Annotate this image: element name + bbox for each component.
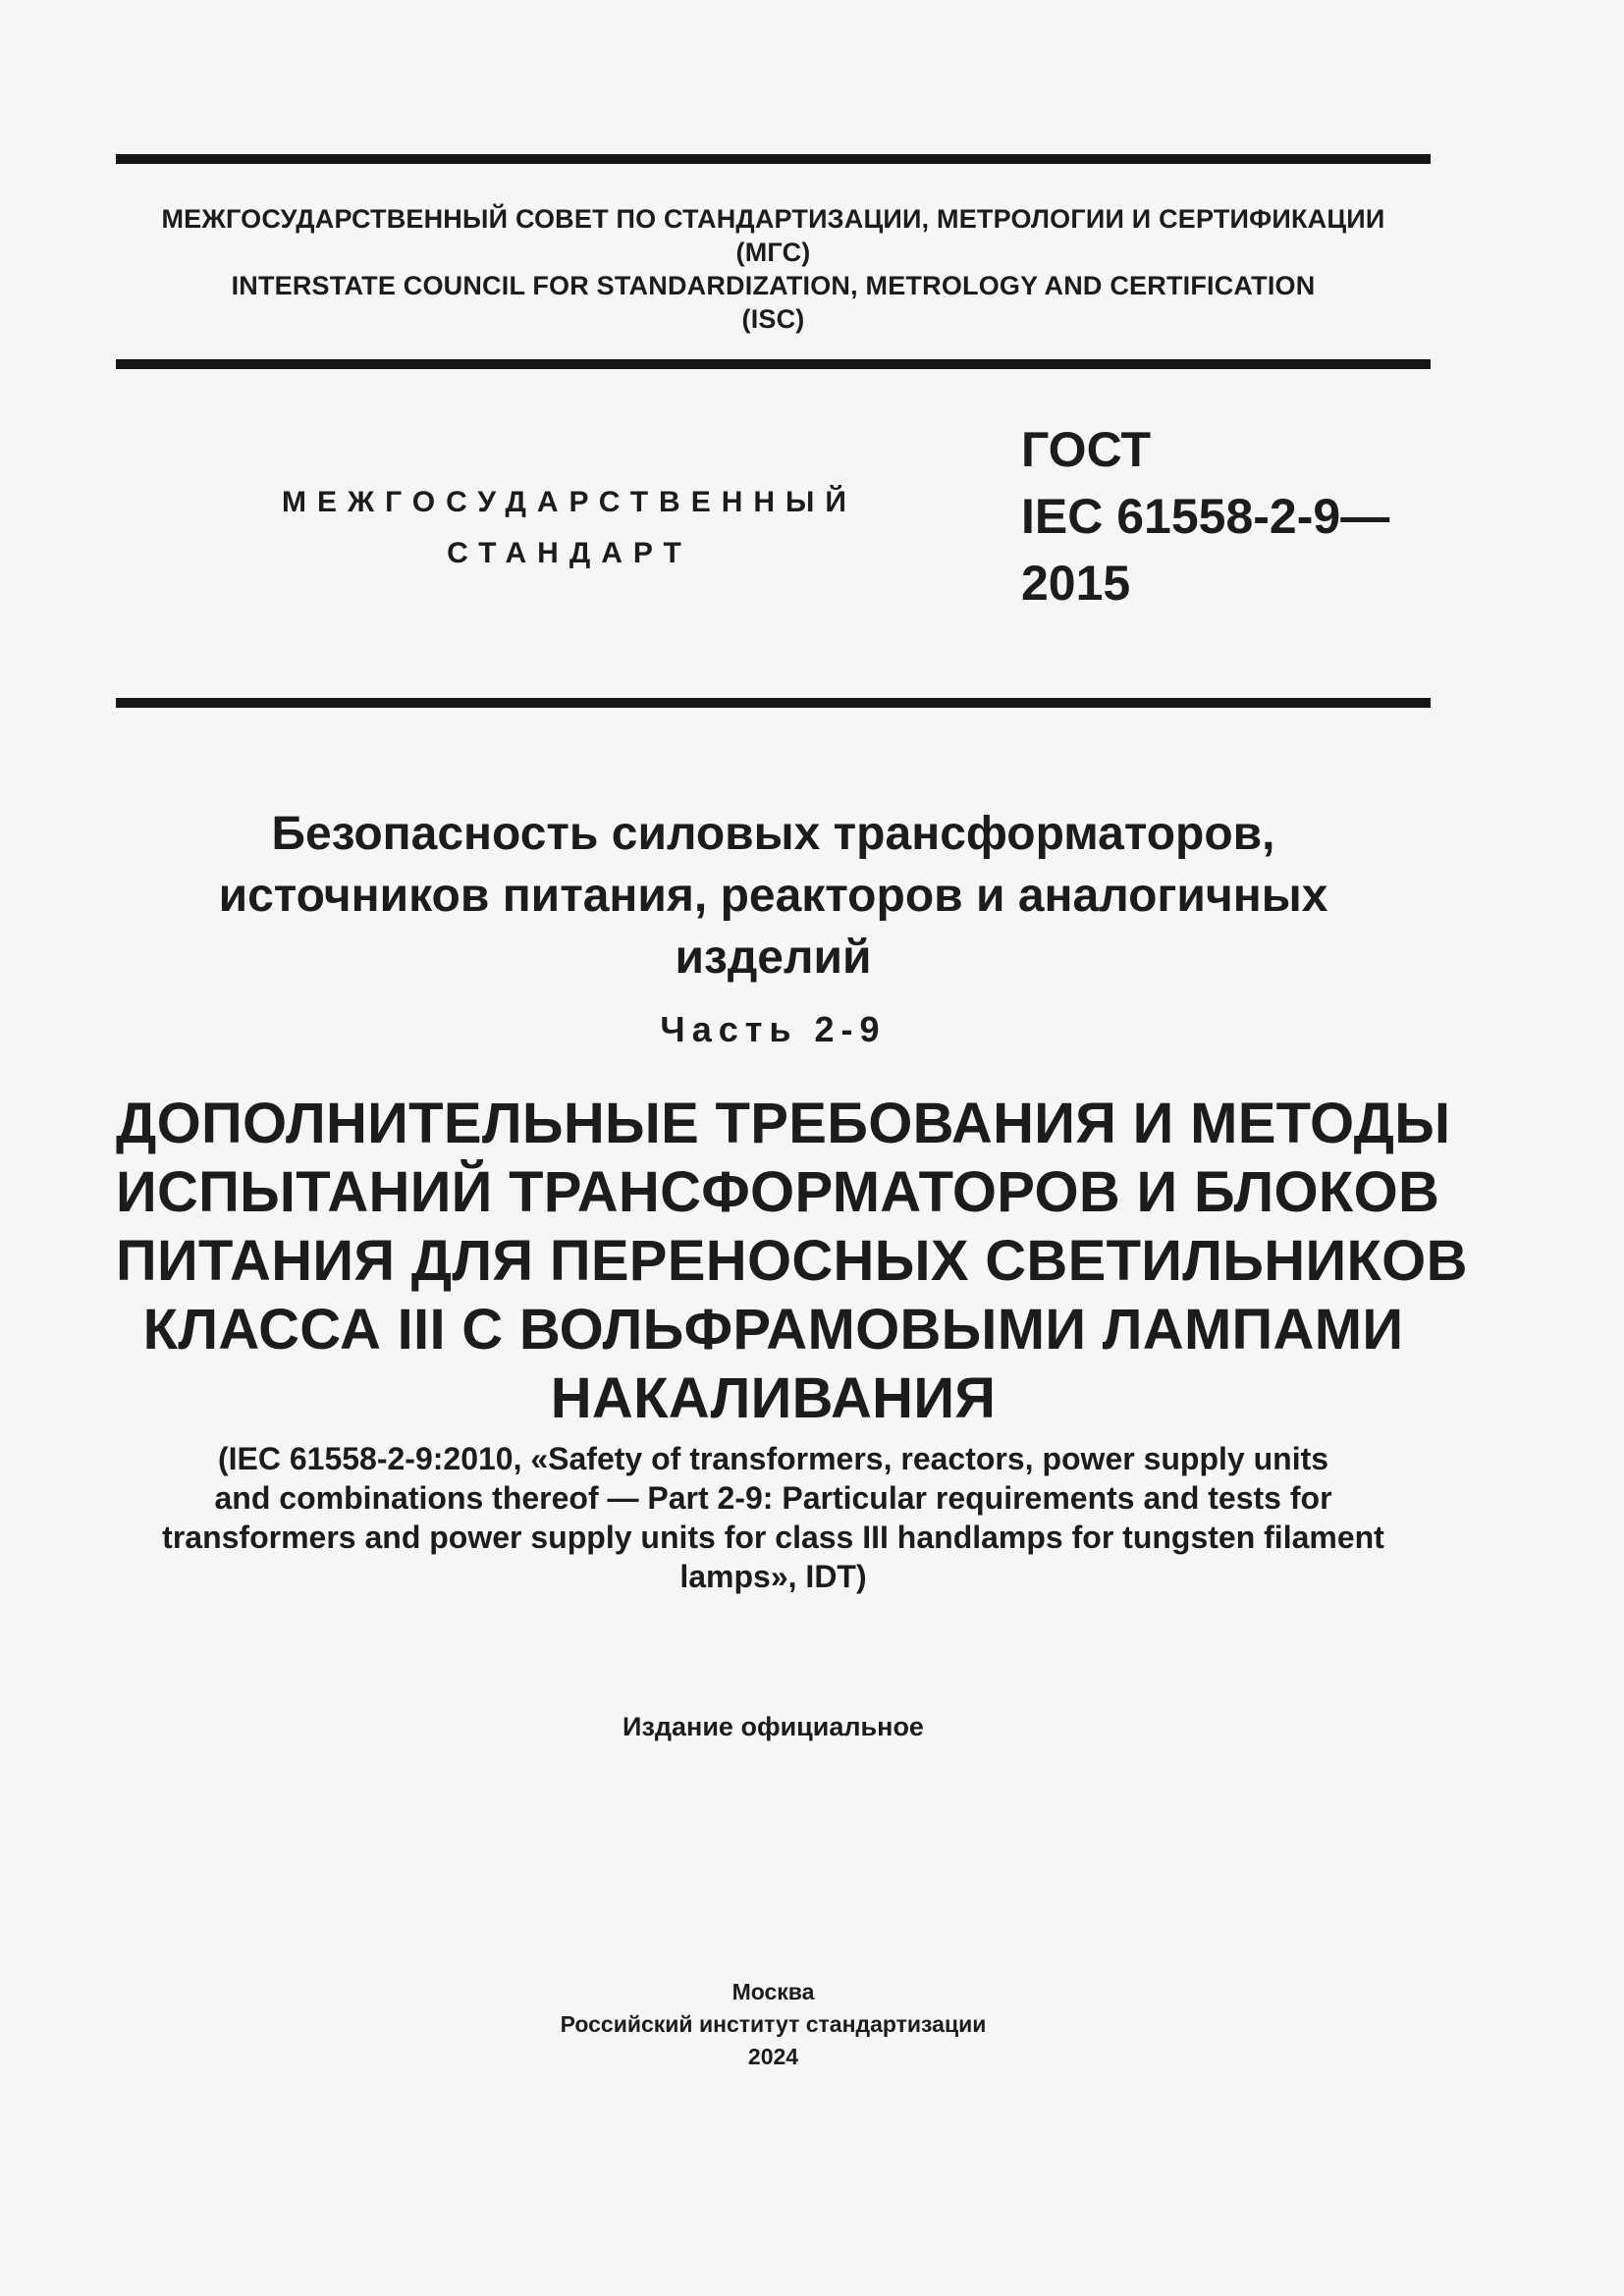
council-header <box>116 202 1431 336</box>
iec-reference-line1: (IEC 61558-2-9:2010, «Safety of transformers, reactors, power supply units <box>217 1441 1329 1476</box>
header-bottom-rule <box>116 359 1431 369</box>
iec-reference-line3: transformers and power supply units for class III handlamps for tungsten filament <box>162 1520 1384 1555</box>
subtitle-line4: КЛАССА III С ВОЛЬФРАМОВЫМИ ЛАМПАМИ <box>142 1298 1404 1362</box>
standard-number <box>1021 416 1389 616</box>
title-line1: Безопасность силовых трансформаторов, <box>271 808 1275 860</box>
publisher-institute: Российский институт стандартизации <box>560 2011 987 2037</box>
council-abbr-en: (ISC) <box>741 304 805 334</box>
title-line2: источников питания, реакторов и аналогичных <box>218 870 1328 922</box>
standard-type-label <box>265 477 874 579</box>
document-title <box>116 803 1431 988</box>
document-subtitle <box>116 1090 1468 1433</box>
standard-type-line2: СТАНДАРТ <box>447 537 692 569</box>
standard-type-line1: МЕЖГОСУДАРСТВЕННЫЙ <box>282 486 857 518</box>
subtitle-line5: НАКАЛИВАНИЯ <box>550 1366 997 1430</box>
edition-label: Издание официальное <box>623 1712 924 1741</box>
top-rule <box>116 154 1431 164</box>
subtitle-line2: ИСПЫТАНИЙ ТРАНСФОРМАТОРОВ И БЛОКОВ <box>116 1160 1440 1224</box>
standard-number-line1: ГОСТ <box>1021 422 1151 477</box>
publisher-year: 2024 <box>747 2044 799 2069</box>
title-line3: изделий <box>675 932 872 984</box>
standard-number-line3: 2015 <box>1021 556 1131 611</box>
council-abbr-ru: (МГС) <box>735 238 811 267</box>
subtitle-line3: ПИТАНИЯ ДЛЯ ПЕРЕНОСНЫХ СВЕТИЛЬНИКОВ <box>116 1229 1468 1293</box>
part-label: Часть 2-9 <box>660 1009 887 1049</box>
subtitle-line1: ДОПОЛНИТЕЛЬНЫЕ ТРЕБОВАНИЯ И МЕТОДЫ <box>116 1092 1451 1155</box>
publisher-block <box>116 1976 1431 2073</box>
iec-reference <box>116 1439 1431 1596</box>
council-name-en: INTERSTATE COUNCIL FOR STANDARDIZATION, METROLOGY AND CERTIFICATION <box>231 271 1316 300</box>
standard-number-line2: IEC 61558-2-9— <box>1021 489 1390 544</box>
standard-bottom-rule <box>116 698 1431 708</box>
council-name-ru: МЕЖГОСУДАРСТВЕННЫЙ СОВЕТ ПО СТАНДАРТИЗАЦИИ, МЕТРОЛОГИИ И СЕРТИФИКАЦИИ <box>161 204 1385 234</box>
iec-reference-line4: lamps», IDT) <box>679 1559 867 1594</box>
publisher-city: Москва <box>731 1979 815 2004</box>
iec-reference-line2: and combinations thereof — Part 2-9: Particular requirements and tests for <box>214 1480 1332 1516</box>
